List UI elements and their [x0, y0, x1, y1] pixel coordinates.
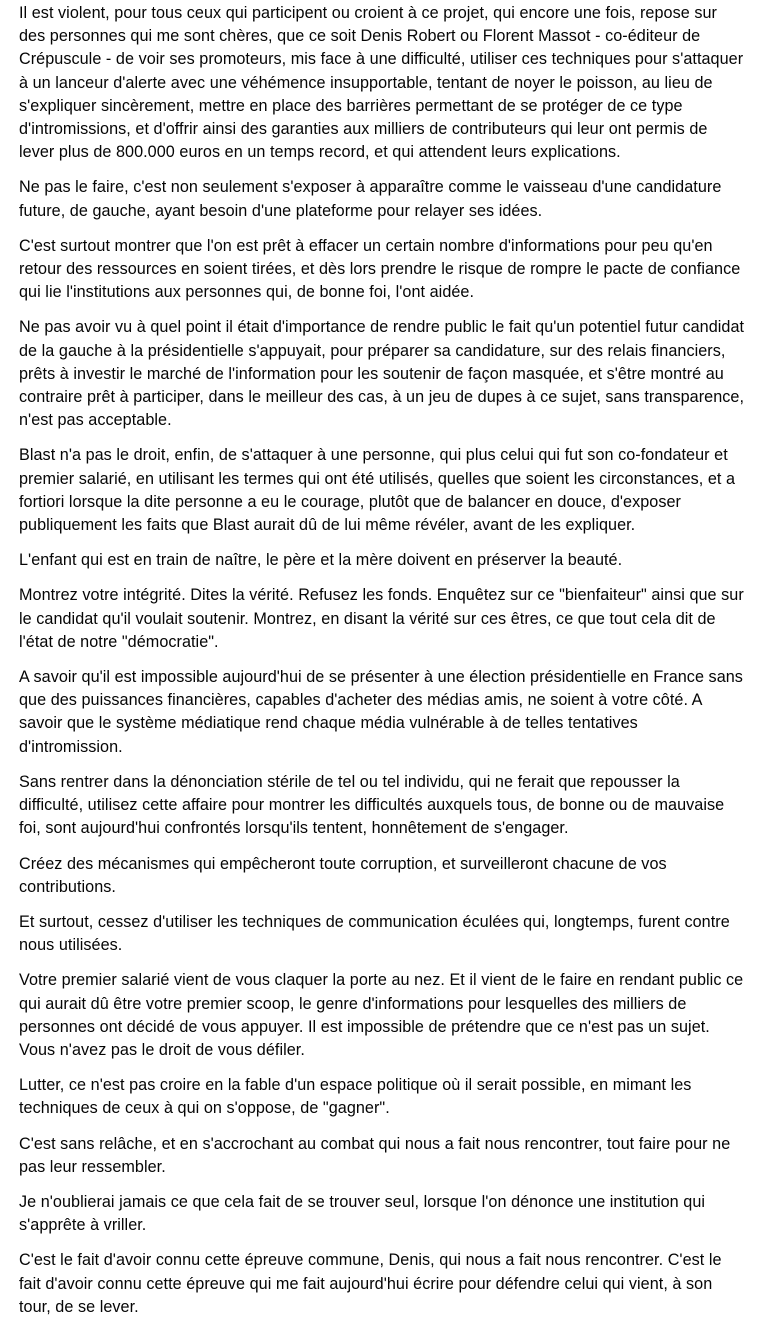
paragraph-13: Lutter, ce n'est pas croire en la fable d'un espace politique où il serait possible, en mimant les techniques de ceux à qui on s'oppose, de "gagner". — [19, 1076, 692, 1118]
paragraph-10: Créez des mécanismes qui empêcheront toute corruption, et surveilleront chacune de vos contributions. — [19, 854, 667, 896]
paragraph-4: Ne pas avoir vu à quel point il était d'importance de rendre public le fait qu'un potentiel futur candidat de la gauche à la présidentielle s'appuyait, pour préparer sa candidature, sur des relais financiers, prêts à investir le marché de l'information pour les soutenir de façon masquée, et s'être montré au contraire prêt à participer, dans le meilleur des cas, à un jeu de dupes à ce sujet, sans transparence, n'est pas acceptable. — [19, 318, 745, 430]
paragraph-8: A savoir qu'il est impossible aujourd'hui de se présenter à une élection présidentielle en France sans que des puissances financières, capables d'acheter des médias amis, ne soient à votre côté. A savoir que le système médiatique rend chaque média vulnérable à de telles tentatives d'intromission. — [19, 668, 743, 756]
paragraph-6: L'enfant qui est en train de naître, le père et la mère doivent en préserver la beauté. — [19, 551, 623, 570]
paragraph-16: C'est le fait d'avoir connu cette épreuve commune, Denis, qui nous a fait nous rencontrer. C'est le fait d'avoir connu cette épreuve qui me fait aujourd'hui écrire pour défendre celui qui vient, à son tour, de se lever. — [19, 1251, 722, 1316]
paragraph-9: Sans rentrer dans la dénonciation stérile de tel ou tel individu, qui ne ferait que repousser la difficulté, utilisez cette affaire pour montrer les difficultés auxquels tous, de bonne ou de mauvaise foi, sont aujourd'hui confrontés lorsqu'ils tentent, honnêtement de s'engager. — [19, 772, 725, 838]
paragraph-15: Je n'oublierai jamais ce que cela fait de se trouver seul, lorsque l'on dénonce une institution qui s'apprête à vriller. — [19, 1192, 706, 1235]
paragraph-12: Votre premier salarié vient de vous claquer la porte au nez. Et il vient de le faire en rendant public ce qui aurait dû être votre premier scoop, le genre d'informations pour lesquelles des milliers de personnes ont décidé de vous appuyer. Il est impossible de prétendre que ce n'est pas un sujet. Vous n'avez pas le droit de vous défiler. — [19, 971, 744, 1059]
paragraph-1: Il est violent, pour tous ceux qui participent ou croient à ce projet, qui encore une fois, repose sur des personnes qui me sont chères, que ce soit Denis Robert ou Florent Massot - co-éditeur de Crépuscule - de voir ses promoteurs, mis face à une difficulté, utiliser ces techniques pour s'attaquer à un lanceur d'alerte avec une véhémence insupportable, tentant de noyer le poisson, au lieu de s'expliquer sincèrement, mettre en place des barrières permettant de se protéger de ce type d'intromissions, et d'offrir ainsi des garanties aux milliers de contributeurs qui leur ont permis de lever plus de 800.000 euros en un temps record, et qui attendent leurs explications. — [19, 4, 744, 162]
paragraph-14: C'est sans relâche, et en s'accrochant au combat qui nous a fait nous rencontrer, tout faire pour ne pas leur ressembler. — [19, 1134, 731, 1176]
paragraph-7: Montrez votre intégrité. Dites la vérité. Refusez les fonds. Enquêtez sur ce "bienfaiteur" ainsi que sur le candidat qu'il voulait soutenir. Montrez, en disant la vérité sur ces êtres, ce que tout cela dit de l'état de notre "démocratie". — [19, 586, 744, 651]
paragraph-2: Ne pas le faire, c'est non seulement s'exposer à apparaître comme le vaisseau d'une candidature future, de gauche, ayant besoin d'une plateforme pour relayer ses idées. — [19, 178, 722, 220]
paragraph-3: C'est surtout montrer que l'on est prêt à effacer un certain nombre d'informations pour peu qu'en retour des ressources en soient tirées, et dès lors prendre le risque de rompre le pacte de confiance qui lie l'institutions aux personnes qui, de bonne foi, l'ont aidée. — [19, 236, 741, 302]
paragraph-11: Et surtout, cessez d'utiliser les techniques de communication éculées qui, longtemps, furent contre nous utilisées. — [19, 912, 730, 955]
paragraph-5: Blast n'a pas le droit, enfin, de s'attaquer à une personne, qui plus celui qui fut son co-fondateur et premier salarié, en utilisant les termes qui ont été utilisés, quelles que soient les circonstances, et a fortiori lorsque la dite personne a eu le courage, plutôt que de balancer en douce, d'exposer publiquement les faits que Blast aurait dû de lui même révéler, avant de les expliquer. — [19, 446, 736, 535]
